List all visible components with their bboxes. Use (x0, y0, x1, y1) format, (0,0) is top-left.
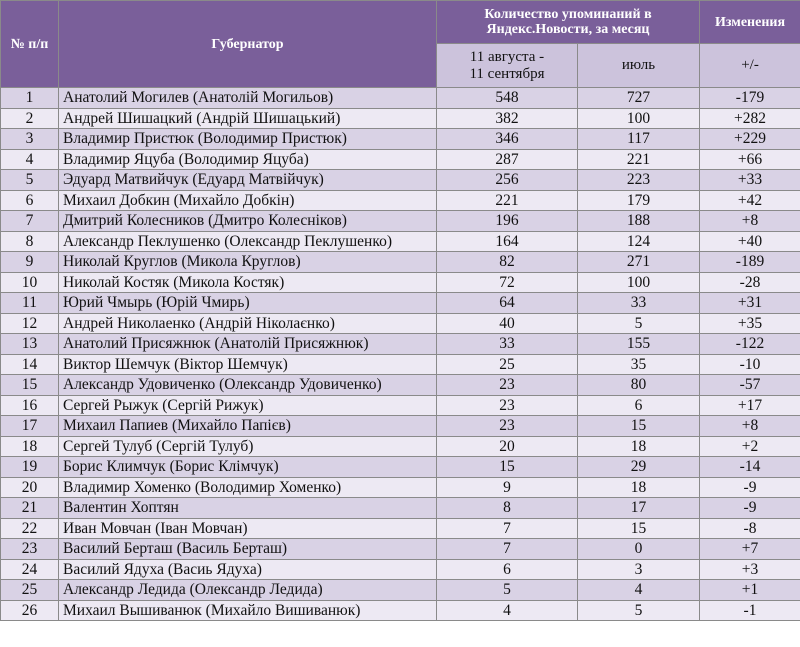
mentions-current: 20 (437, 436, 578, 457)
mentions-current: 287 (437, 149, 578, 170)
mentions-change: -1 (700, 600, 800, 621)
governor-name: Александр Удовиченко (Олександр Удовиченко) (59, 375, 437, 396)
mentions-current: 7 (437, 518, 578, 539)
table-row (1, 334, 800, 355)
mentions-previous: 15 (578, 518, 700, 539)
row-number: 17 (1, 416, 59, 437)
table-row (1, 539, 800, 560)
governor-name: Николай Костяк (Микола Костяк) (59, 272, 437, 293)
mentions-previous: 179 (578, 190, 700, 211)
mentions-previous: 6 (578, 395, 700, 416)
mentions-previous: 271 (578, 252, 700, 273)
mentions-previous: 124 (578, 231, 700, 252)
table-row (1, 231, 800, 252)
mentions-previous: 18 (578, 477, 700, 498)
row-number: 19 (1, 457, 59, 478)
mentions-change: +35 (700, 313, 800, 334)
row-number: 16 (1, 395, 59, 416)
header-governor: Губернатор (59, 1, 437, 88)
table-row (1, 436, 800, 457)
mentions-current: 23 (437, 416, 578, 437)
table-row (1, 477, 800, 498)
row-number: 6 (1, 190, 59, 211)
table-row (1, 395, 800, 416)
mentions-current: 8 (437, 498, 578, 519)
mentions-current: 221 (437, 190, 578, 211)
mentions-previous: 727 (578, 88, 700, 109)
mentions-current: 23 (437, 395, 578, 416)
mentions-change: +40 (700, 231, 800, 252)
mentions-current: 5 (437, 580, 578, 601)
row-number: 8 (1, 231, 59, 252)
header-period-current-line2: 11 сентября (469, 65, 545, 82)
mentions-previous: 0 (578, 539, 700, 560)
row-number: 5 (1, 170, 59, 191)
row-number: 15 (1, 375, 59, 396)
row-number: 24 (1, 559, 59, 580)
mentions-change: +33 (700, 170, 800, 191)
mentions-current: 256 (437, 170, 578, 191)
mentions-current: 72 (437, 272, 578, 293)
mentions-current: 25 (437, 354, 578, 375)
governor-name: Владимир Хоменко (Володимир Хоменко) (59, 477, 437, 498)
header-diff: +/- (700, 44, 800, 88)
mentions-current: 15 (437, 457, 578, 478)
mentions-previous: 5 (578, 313, 700, 334)
row-number: 13 (1, 334, 59, 355)
mentions-change: +1 (700, 580, 800, 601)
mentions-current: 4 (437, 600, 578, 621)
governor-name: Борис Климчук (Борис Клімчук) (59, 457, 437, 478)
table-row (1, 293, 800, 314)
table-row (1, 457, 800, 478)
row-number: 25 (1, 580, 59, 601)
governor-name: Дмитрий Колесников (Дмитро Колесніков) (59, 211, 437, 232)
governor-name: Владимир Пристюк (Володимир Пристюк) (59, 129, 437, 150)
mentions-previous: 5 (578, 600, 700, 621)
table-row (1, 149, 800, 170)
table-row (1, 498, 800, 519)
mentions-previous: 35 (578, 354, 700, 375)
row-number: 20 (1, 477, 59, 498)
mentions-previous: 117 (578, 129, 700, 150)
governor-name: Андрей Николаенко (Андрій Ніколаєнко) (59, 313, 437, 334)
header-period-current-line1: 11 августа - (469, 48, 545, 65)
table-row (1, 252, 800, 273)
mentions-change: +2 (700, 436, 800, 457)
mentions-previous: 29 (578, 457, 700, 478)
mentions-current: 9 (437, 477, 578, 498)
mentions-change: +7 (700, 539, 800, 560)
table-row (1, 190, 800, 211)
mentions-current: 7 (437, 539, 578, 560)
mentions-previous: 4 (578, 580, 700, 601)
governor-name: Анатолий Могилев (Анатолій Могильов) (59, 88, 437, 109)
governor-name: Михаил Папиев (Михайло Папієв) (59, 416, 437, 437)
mentions-previous: 80 (578, 375, 700, 396)
table-row (1, 211, 800, 232)
table-body (1, 88, 800, 621)
row-number: 21 (1, 498, 59, 519)
row-number: 26 (1, 600, 59, 621)
row-number: 3 (1, 129, 59, 150)
governor-name: Николай Круглов (Микола Круглов) (59, 252, 437, 273)
mentions-change: -14 (700, 457, 800, 478)
governor-name: Василий Берташ (Василь Берташ) (59, 539, 437, 560)
governor-name: Михаил Добкин (Михайло Добкін) (59, 190, 437, 211)
mentions-current: 6 (437, 559, 578, 580)
mentions-change: +282 (700, 108, 800, 129)
mentions-current: 196 (437, 211, 578, 232)
row-number: 2 (1, 108, 59, 129)
row-number: 7 (1, 211, 59, 232)
governor-name: Анатолий Присяжнюк (Анатолій Присяжнюк) (59, 334, 437, 355)
mentions-previous: 18 (578, 436, 700, 457)
table-row (1, 416, 800, 437)
mentions-change: +229 (700, 129, 800, 150)
table-header (1, 1, 800, 88)
table-row (1, 170, 800, 191)
mentions-current: 82 (437, 252, 578, 273)
mentions-change: +3 (700, 559, 800, 580)
mentions-change: -28 (700, 272, 800, 293)
table-row (1, 272, 800, 293)
table-row (1, 354, 800, 375)
governor-name: Юрий Чмырь (Юрій Чмирь) (59, 293, 437, 314)
mentions-current: 40 (437, 313, 578, 334)
governor-name: Виктор Шемчук (Віктор Шемчук) (59, 354, 437, 375)
governor-name: Михаил Вышиванюк (Михайло Вишиванюк) (59, 600, 437, 621)
mentions-change: -189 (700, 252, 800, 273)
mentions-change: -9 (700, 498, 800, 519)
mentions-previous: 188 (578, 211, 700, 232)
row-number: 12 (1, 313, 59, 334)
mentions-previous: 223 (578, 170, 700, 191)
mentions-previous: 100 (578, 272, 700, 293)
mentions-change: +42 (700, 190, 800, 211)
mentions-previous: 17 (578, 498, 700, 519)
mentions-change: +66 (700, 149, 800, 170)
table-row (1, 375, 800, 396)
governor-name: Эдуард Матвийчук (Едуард Матвійчук) (59, 170, 437, 191)
table-row (1, 313, 800, 334)
header-period-previous: июль (578, 44, 700, 88)
mentions-change: -179 (700, 88, 800, 109)
mentions-previous: 3 (578, 559, 700, 580)
governor-name: Владимир Яцуба (Володимир Яцуба) (59, 149, 437, 170)
mentions-previous: 15 (578, 416, 700, 437)
table-row (1, 518, 800, 539)
governor-name: Василий Ядуха (Васиь Ядуха) (59, 559, 437, 580)
row-number: 11 (1, 293, 59, 314)
row-number: 9 (1, 252, 59, 273)
mentions-current: 33 (437, 334, 578, 355)
table-row (1, 559, 800, 580)
mentions-previous: 221 (578, 149, 700, 170)
governor-name: Сергей Тулуб (Сергій Тулуб) (59, 436, 437, 457)
governor-name: Валентин Хоптян (59, 498, 437, 519)
header-period-current (437, 44, 578, 88)
row-number: 1 (1, 88, 59, 109)
header-num: № п/п (1, 1, 59, 88)
header-changes: Изменения (700, 1, 800, 44)
mentions-change: -8 (700, 518, 800, 539)
row-number: 14 (1, 354, 59, 375)
mentions-current: 382 (437, 108, 578, 129)
governor-name: Сергей Рыжук (Сергій Рижук) (59, 395, 437, 416)
mentions-change: +8 (700, 211, 800, 232)
row-number: 22 (1, 518, 59, 539)
table-row (1, 108, 800, 129)
row-number: 10 (1, 272, 59, 293)
mentions-current: 548 (437, 88, 578, 109)
table-row (1, 88, 800, 109)
mentions-current: 346 (437, 129, 578, 150)
table-row (1, 580, 800, 601)
mentions-change: -122 (700, 334, 800, 355)
mentions-current: 23 (437, 375, 578, 396)
mentions-change: +8 (700, 416, 800, 437)
governor-name: Александр Ледида (Олександр Ледида) (59, 580, 437, 601)
mentions-change: -10 (700, 354, 800, 375)
mentions-current: 164 (437, 231, 578, 252)
mentions-change: +31 (700, 293, 800, 314)
mentions-previous: 155 (578, 334, 700, 355)
mentions-previous: 100 (578, 108, 700, 129)
row-number: 18 (1, 436, 59, 457)
row-number: 4 (1, 149, 59, 170)
governor-name: Александр Пеклушенко (Олександр Пеклушенко) (59, 231, 437, 252)
mentions-change: -9 (700, 477, 800, 498)
row-number: 23 (1, 539, 59, 560)
mentions-current: 64 (437, 293, 578, 314)
table-row (1, 600, 800, 621)
governor-name: Андрей Шишацкий (Андрій Шишацький) (59, 108, 437, 129)
mentions-change: -57 (700, 375, 800, 396)
mentions-change: +17 (700, 395, 800, 416)
table-row (1, 129, 800, 150)
mentions-previous: 33 (578, 293, 700, 314)
header-mentions: Количество упоминаний в Яндекс.Новости, за месяц (437, 1, 700, 44)
governor-name: Иван Мовчан (Іван Мовчан) (59, 518, 437, 539)
